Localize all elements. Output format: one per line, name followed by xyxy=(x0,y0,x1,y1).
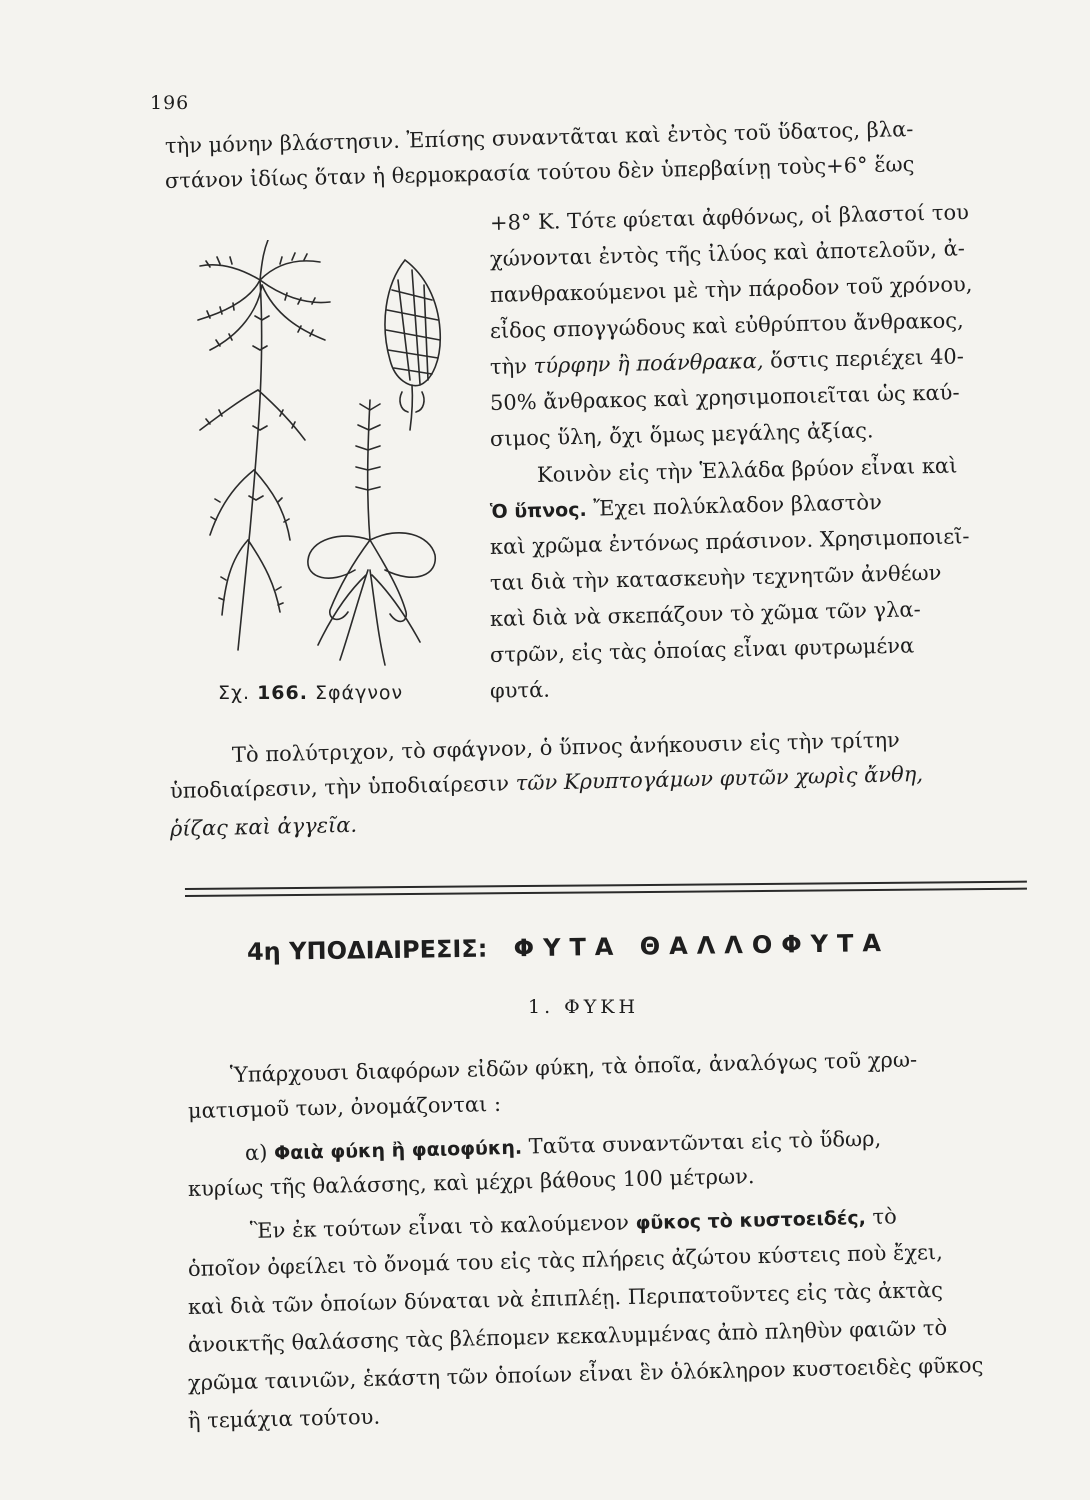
crown-branch-2 xyxy=(260,261,320,280)
subheading: 1. ΦΥΚΗ xyxy=(528,996,640,1018)
algae-p1-line-2: ματισμοῦ των, ὀνομάζονται : xyxy=(187,1091,502,1123)
hypnos-bold: Ὁ ὕπνος. xyxy=(489,498,587,523)
wrap-line-4: εἶδος σπογγώδους καὶ εὐθρύπτου ἄνθρακος, xyxy=(489,308,964,343)
side-branch-6 xyxy=(248,540,280,612)
algae-p3-pre: Ἓν ἐκ τούτων εἶναι τὸ καλούμενον xyxy=(249,1210,636,1243)
caption-prefix: Σχ. xyxy=(218,682,251,704)
algae-p3-line-4: ἀνοικτῆς θαλάσσης τὰς βλέπομεν κεκαλυμμένας ἀπὸ πληθὺν φαιῶν τὸ xyxy=(187,1315,948,1357)
sphagnum-illustration xyxy=(180,240,470,670)
hypnos-line xyxy=(490,489,882,525)
algae-p3-bold: φῦκος τὸ κυστοειδές, xyxy=(635,1207,867,1235)
wrap-line-10: καὶ χρῶμα ἐντόνως πράσινον. Χρησιμοποιεῖ- xyxy=(489,524,970,559)
page-number: 196 xyxy=(150,92,190,114)
peat-italic: τύρφην ἢ ποάνθρακα, xyxy=(533,348,764,379)
summary-line-1: Τὸ πολύτριχον, τὸ σφάγνον, ὁ ὕπνος ἀνήκουσιν εἰς τὴν τρίτην xyxy=(231,727,901,767)
algae-p3-line-5: χρῶμα ταινιῶν, ἑκάστη τῶν ὁποίων εἶναι ἓν ὁλόκληρον κυστοειδὲς φῦκος xyxy=(187,1352,984,1395)
algae-p2-prefix: α) xyxy=(244,1140,275,1165)
section-divider xyxy=(185,879,1027,904)
summary-line-3: ῥίζας καὶ ἀγγεῖα. xyxy=(169,812,358,841)
peat-pre: τὴν xyxy=(489,354,534,379)
wrap-line-8: Κοινὸν εἰς τὴν Ἑλλάδα βρύον εἶναι καὶ xyxy=(536,453,958,487)
wrap-line-2: χώνονται ἐντὸς τῆς ἰλύος καὶ ἀποτελοῦν, ἀ- xyxy=(489,236,966,271)
section-ordinal: 4η xyxy=(246,937,281,966)
section-heading xyxy=(247,929,890,966)
wrap-line-7: σιμος ὕλη, ὄχι ὅμως μεγάλης ἀξίας. xyxy=(489,418,874,451)
algae-p3-line-2: ὁποῖον ὀφείλει τὸ ὄνομά του εἰς τὰς πλήρεις ἀζώτου κύστεις ποὺ ἔχει, xyxy=(187,1239,944,1281)
wrap-line-6: 50% ἄνθρακος καὶ χρησιμοποιεῖται ὡς καύ- xyxy=(489,380,960,415)
algae-p2-bold: Φαιὰ φύκη ἢ φαιοφύκη. xyxy=(273,1136,523,1165)
summary-line-2 xyxy=(170,761,924,804)
summary-line-2-pre: ὑποδιαίρεσιν, τὴν ὑποδιαίρεσιν xyxy=(169,771,516,803)
section-label: ΥΠΟΔΙΑΙΡΕΣΙΣ: xyxy=(288,934,488,966)
algae-p2-line-2: κυρίως τῆς θαλάσσης, καὶ μέχρι βάθους 100 μέτρων. xyxy=(187,1164,755,1201)
hypnos-rest: Ἔχει πολύκλαδον βλαστὸν xyxy=(586,490,883,521)
algae-p2-rest: Ταῦτα συναντῶνται εἰς τὸ ὕδωρ, xyxy=(521,1126,882,1159)
side-branch-5 xyxy=(222,540,248,615)
small-plant-roots xyxy=(318,570,420,665)
crown-branch-5 xyxy=(210,285,262,350)
wrap-line-13: στρῶν, εἰς τὰς ὁποίας εἶναι φυτρωμένα xyxy=(489,633,915,667)
algae-p2-line-1 xyxy=(245,1126,882,1167)
crown-branch-6 xyxy=(262,285,325,340)
algae-p3-post: τὸ xyxy=(865,1204,897,1230)
peat-line xyxy=(490,343,964,380)
section-title: ΦΥΤΑ ΘΑΛΛΟΦΥΤΑ xyxy=(513,929,891,963)
side-branch-3 xyxy=(210,470,254,535)
side-branch-1 xyxy=(200,390,258,430)
algae-p3-line-3: καὶ διὰ τῶν ὁποίων δύναται νὰ ἐπιπλέῃ. Περιπατοῦντες εἰς τὰς ἀκτὰς xyxy=(187,1277,944,1319)
peat-post: ὅστις περιέχει 40- xyxy=(763,344,965,373)
stem-main xyxy=(238,280,262,650)
figure-caption xyxy=(218,682,403,704)
wrap-line-12: καὶ διὰ νὰ σκεπάζουν τὸ χῶμα τῶν γλα- xyxy=(489,597,921,631)
algae-p1-line-1: Ὑπάρχουσι διαφόρων εἰδῶν φύκη, τὰ ὁποῖα, ἀναλόγως τοῦ χρω- xyxy=(229,1047,918,1087)
caption-name: Σφάγνον xyxy=(315,682,404,704)
capsule-stalk xyxy=(410,385,412,430)
summary-line-2-italic: τῶν Κρυπτογάμων φυτῶν χωρὶς ἄνθη, xyxy=(515,761,924,796)
wrap-line-1: +8° Κ. Τότε φύεται ἀφθόνως, οἱ βλαστοί του xyxy=(489,200,970,235)
intro-line-2: στάνον ἰδίως ὅταν ἡ θερμοκρασία τούτου δὲν ὑπερβαίνῃ τοὺς+6° ἕως xyxy=(164,151,915,193)
intro-line-1: τὴν μόνην βλάστησιν. Ἐπίσης συναντᾶται καὶ ἐντὸς τοῦ ὕδατος, βλα- xyxy=(164,117,914,158)
crown-branch-1 xyxy=(200,265,260,280)
caption-number: 166. xyxy=(257,682,308,704)
side-branch-4 xyxy=(254,470,290,540)
wrap-line-3: πανθρακούμενοι μὲ τὴν πάροδον τοῦ χρόνου, xyxy=(489,272,973,307)
wrap-line-14: φυτά. xyxy=(489,677,551,703)
algae-p3-line-6: ἢ τεμάχια τούτου. xyxy=(187,1404,381,1433)
algae-p3-line-1 xyxy=(250,1203,897,1245)
wrap-line-11: ται διὰ τὴν κατασκευὴν τεχνητῶν ἀνθέων xyxy=(489,560,942,595)
side-branch-2 xyxy=(258,390,305,440)
